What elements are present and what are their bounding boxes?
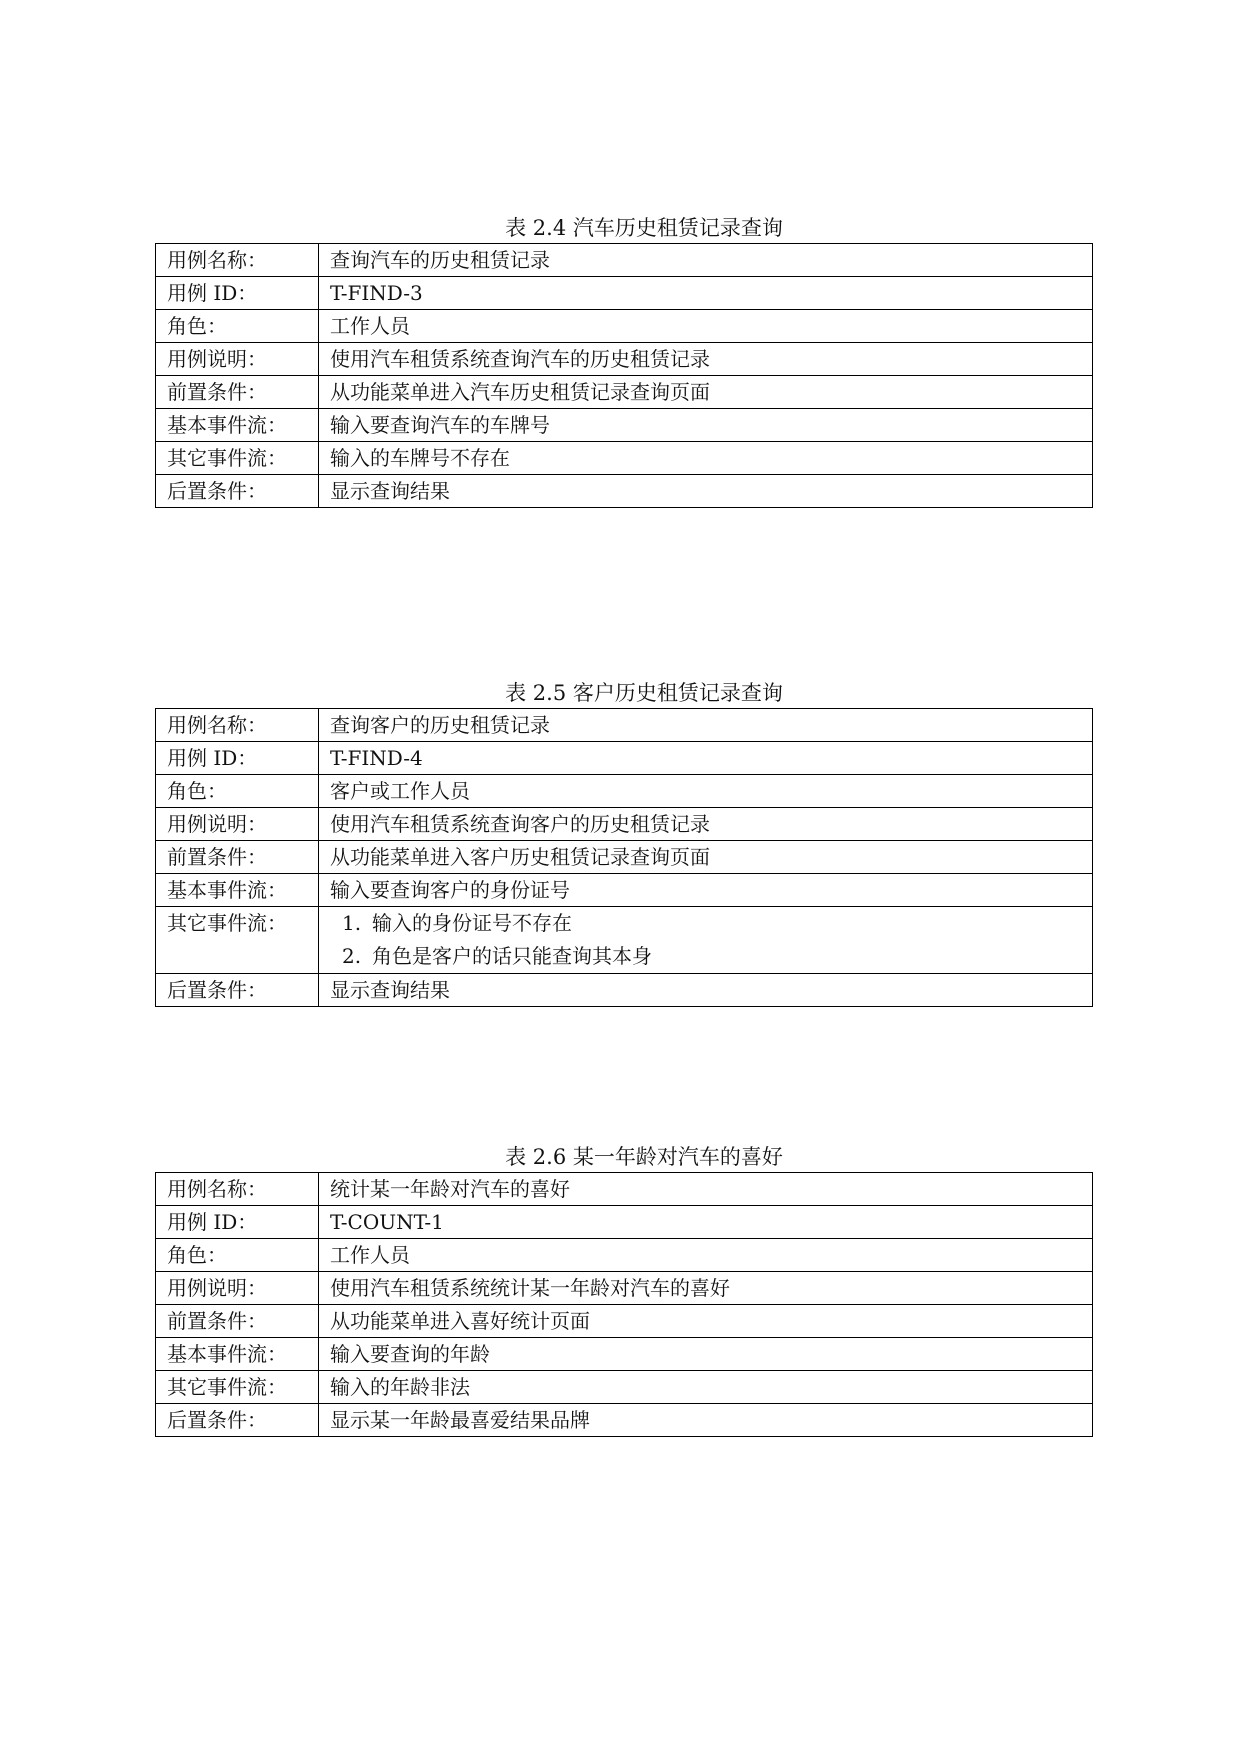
table-row bbox=[156, 808, 1093, 841]
table-row bbox=[156, 310, 1093, 343]
row-label: 用例名称： bbox=[156, 709, 319, 742]
table-row bbox=[156, 277, 1093, 310]
table-row bbox=[156, 1239, 1093, 1272]
row-value: 工作人员 bbox=[319, 310, 1093, 343]
row-label: 基本事件流： bbox=[156, 874, 319, 907]
row-label: 角色： bbox=[156, 775, 319, 808]
row-label: 前置条件： bbox=[156, 1305, 319, 1338]
table-caption: 表 2.4 汽车历史租赁记录查询 bbox=[505, 216, 783, 240]
table-row bbox=[156, 1404, 1093, 1437]
table-row bbox=[156, 1173, 1093, 1206]
row-value: 使用汽车租赁系统查询汽车的历史租赁记录 bbox=[319, 343, 1093, 376]
row-label: 用例名称： bbox=[156, 244, 319, 277]
table-caption: 表 2.6 某一年龄对汽车的喜好 bbox=[505, 1145, 783, 1169]
table-row bbox=[156, 442, 1093, 475]
row-value: T-FIND-3 bbox=[319, 277, 1093, 310]
row-label: 基本事件流： bbox=[156, 1338, 319, 1371]
table-row bbox=[156, 907, 1093, 974]
row-value: T-COUNT-1 bbox=[319, 1206, 1093, 1239]
row-label: 其它事件流： bbox=[156, 907, 319, 974]
usecase-table bbox=[155, 708, 1093, 1007]
list-item-number: 1. bbox=[342, 911, 362, 935]
row-label: 其它事件流： bbox=[156, 1371, 319, 1404]
row-value: 客户或工作人员 bbox=[319, 775, 1093, 808]
row-label: 用例说明： bbox=[156, 1272, 319, 1305]
row-label: 用例 ID： bbox=[156, 277, 319, 310]
row-value: 查询汽车的历史租赁记录 bbox=[319, 244, 1093, 277]
usecase-section-customer-history bbox=[155, 678, 1093, 1007]
row-value: 使用汽车租赁系统查询客户的历史租赁记录 bbox=[319, 808, 1093, 841]
row-value: 显示查询结果 bbox=[319, 475, 1093, 508]
table-row bbox=[156, 409, 1093, 442]
table-row bbox=[156, 775, 1093, 808]
list-item-number: 2. bbox=[342, 944, 362, 968]
row-value: 从功能菜单进入喜好统计页面 bbox=[319, 1305, 1093, 1338]
table-row bbox=[156, 874, 1093, 907]
row-label: 用例说明： bbox=[156, 808, 319, 841]
row-value: 输入要查询汽车的车牌号 bbox=[319, 409, 1093, 442]
list-item-text: 输入的身份证号不存在 bbox=[372, 911, 572, 935]
table-row bbox=[156, 1305, 1093, 1338]
row-value: 输入要查询的年龄 bbox=[319, 1338, 1093, 1371]
table-row bbox=[156, 742, 1093, 775]
table-caption: 表 2.5 客户历史租赁记录查询 bbox=[505, 681, 783, 705]
row-value: 从功能菜单进入汽车历史租赁记录查询页面 bbox=[319, 376, 1093, 409]
row-label: 用例说明： bbox=[156, 343, 319, 376]
row-label: 用例 ID： bbox=[156, 1206, 319, 1239]
table-row bbox=[156, 709, 1093, 742]
list-item-text: 角色是客户的话只能查询其本身 bbox=[372, 944, 652, 968]
row-value: 输入要查询客户的身份证号 bbox=[319, 874, 1093, 907]
row-value: 使用汽车租赁系统统计某一年龄对汽车的喜好 bbox=[319, 1272, 1093, 1305]
row-value: 工作人员 bbox=[319, 1239, 1093, 1272]
table-row bbox=[156, 1272, 1093, 1305]
table-row bbox=[156, 1206, 1093, 1239]
usecase-section-car-history bbox=[155, 213, 1093, 508]
row-label: 前置条件： bbox=[156, 841, 319, 874]
table-row bbox=[156, 841, 1093, 874]
table-row bbox=[156, 974, 1093, 1007]
row-label: 后置条件： bbox=[156, 1404, 319, 1437]
row-label: 角色： bbox=[156, 310, 319, 343]
table-row bbox=[156, 343, 1093, 376]
row-label: 后置条件： bbox=[156, 475, 319, 508]
row-value: 查询客户的历史租赁记录 bbox=[319, 709, 1093, 742]
table-row bbox=[156, 475, 1093, 508]
row-value bbox=[319, 907, 1093, 974]
row-label: 其它事件流： bbox=[156, 442, 319, 475]
alternate-flow-list bbox=[330, 907, 1092, 973]
row-label: 用例 ID： bbox=[156, 742, 319, 775]
row-value: 输入的车牌号不存在 bbox=[319, 442, 1093, 475]
row-value: 统计某一年龄对汽车的喜好 bbox=[319, 1173, 1093, 1206]
row-value: 输入的年龄非法 bbox=[319, 1371, 1093, 1404]
usecase-table bbox=[155, 1172, 1093, 1437]
row-label: 后置条件： bbox=[156, 974, 319, 1007]
row-label: 基本事件流： bbox=[156, 409, 319, 442]
list-item bbox=[342, 940, 1092, 973]
row-value: T-FIND-4 bbox=[319, 742, 1093, 775]
row-label: 角色： bbox=[156, 1239, 319, 1272]
table-row bbox=[156, 376, 1093, 409]
list-item bbox=[342, 907, 1092, 940]
row-value: 从功能菜单进入客户历史租赁记录查询页面 bbox=[319, 841, 1093, 874]
usecase-section-age-preference bbox=[155, 1142, 1093, 1437]
row-value: 显示某一年龄最喜爱结果品牌 bbox=[319, 1404, 1093, 1437]
table-row bbox=[156, 244, 1093, 277]
row-label: 前置条件： bbox=[156, 376, 319, 409]
row-value: 显示查询结果 bbox=[319, 974, 1093, 1007]
table-row bbox=[156, 1338, 1093, 1371]
table-row bbox=[156, 1371, 1093, 1404]
row-label: 用例名称： bbox=[156, 1173, 319, 1206]
usecase-table bbox=[155, 243, 1093, 508]
